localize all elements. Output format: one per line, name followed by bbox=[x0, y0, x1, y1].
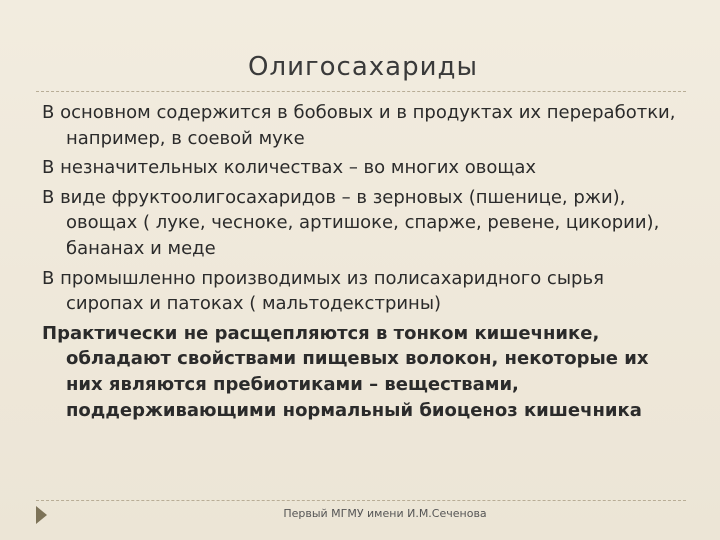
footer-divider bbox=[36, 500, 686, 501]
title-divider bbox=[36, 91, 686, 92]
paragraph-5: Практически не расщепляются в тонком кишечнике, обладают свойствами пищевых волокон, некоторые их них являются пребиотиками – веществами, поддерживающими нормальный биоценоз кишечника bbox=[42, 322, 649, 421]
paragraph-4: В промышленно производимых из полисахаридного сырья сиропах и патоках ( мальтодекстрины) bbox=[42, 267, 604, 315]
paragraph-3: В виде фруктоолигосахаридов – в зерновых (пшенице, ржи), овощах ( луке, чесноке, артишоке, спарже, ревене, цикории), бананах и меде bbox=[42, 186, 660, 259]
slide-footer: Первый МГМУ имени И.М.Сеченова bbox=[283, 507, 487, 520]
slide-body bbox=[42, 100, 682, 427]
paragraph-2: В незначительных количествах – во многих овощах bbox=[42, 157, 537, 179]
slide-title: Олигосахариды bbox=[247, 52, 478, 82]
paragraph-1: В основном содержится в бобовых и в продуктах их переработки, например, в соевой муке bbox=[42, 102, 676, 149]
